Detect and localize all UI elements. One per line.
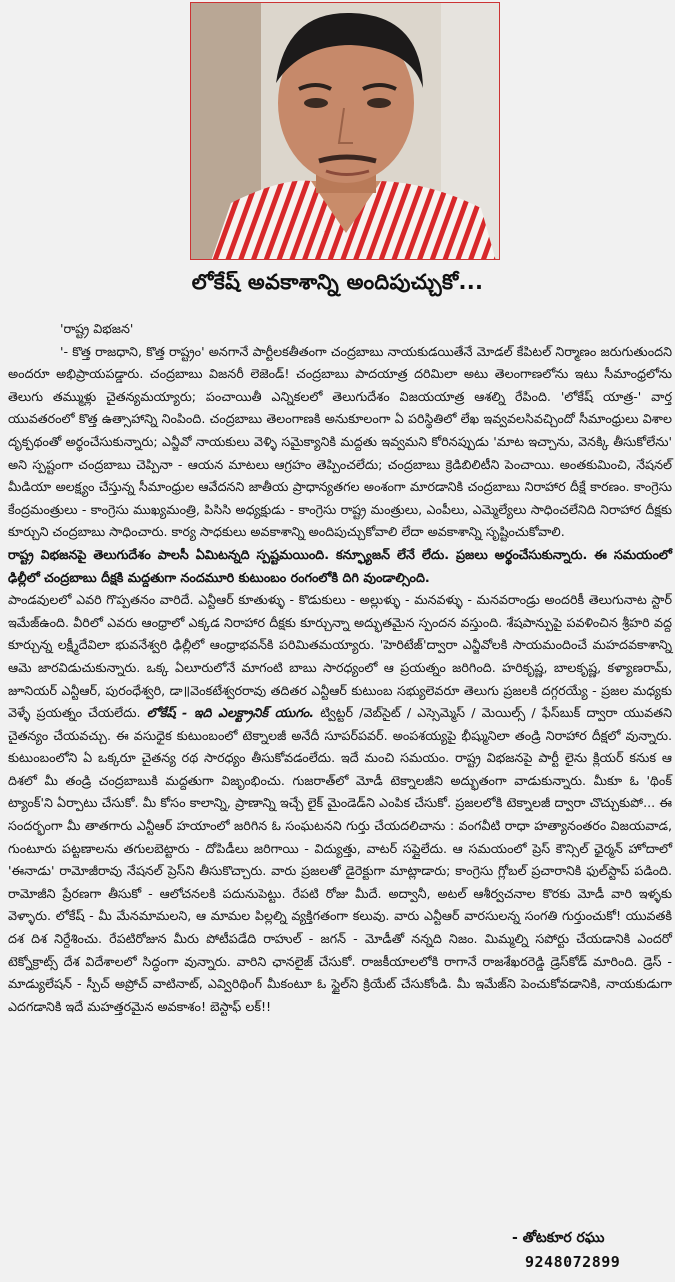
article-paragraph xyxy=(8,589,672,1018)
article-subhead: 'రాష్ట్ర విభజన' xyxy=(60,321,134,336)
author-phone: 9248072899 xyxy=(525,1253,621,1271)
article-text: ట్విట్టర్ /వెబ్‌సైట్ / ఎస్సెమ్మెస్ / మెయిల్స్ / ఫేస్‌బుక్ ద్వారా యువతని చైతన్యం చేయవచ్చు. ఈ వసుధైక కుటుంబంలో టెక్నాలజీ అనేదీ సూపర్‌పవర్. అంపశయ్యపై భీష్మునిలా తండ్రి నిరాహార దీక్షలో వున్నారు. కుటుంబంలోని ఏ ఒక్కరూ చైతన్య రథ సారధ్యం తీసుకోవడంలేదు. ఇదే మంచి సమయం. రాష్ట్ర విభజనపై పార్టీ లైను క్లియర్ కనుక ఆ దిశలో మీ తండ్రి చంద్రబాబుకి మద్దతుగా విజృంభించు. గుజరాత్‌లో మోడీ టెక్నాలజీని అద్భుతంగా వాడుకున్నారు. మీకూ ఓ 'థింక్ ట్యాంక్'ని ఏర్పాటు చేసుకో. మీ కోసం కాలాన్ని, ప్రాణాన్ని ఇచ్చే లైక్ మైండెడ్‌ని ఎంపిక చేసుకో. ప్రజలలోకి టెక్నాలజీ ద్వారా చొచ్చుకుపో... ఈ సందర్భంగా మీ తాతగారు ఎన్టీఆర్ హయాంలో జరిగిన ఓ సంఘటనని గుర్తు చేయదలిచాను : వంగవీటి రాధా హత్యానంతరం విజయవాడ, గుంటూరు పట్టణాలను తగులబెట్టారు - దోపిడీలు జరిగాయి - విద్యుత్తు, వాటర్ సప్లైలేదు. ఆ సమయంలో ప్రెస్ కౌన్సిల్ ఛైర్మన్ హోదాలో 'ఈనాడు' రామోజీరావు నేషనల్ ప్రెస్‌ని తీసుకొచ్చారు. వారు ప్రజలతో డైరెక్టుగా మాట్లాడారు; కాంగ్రెసు గ్లోబల్ ప్రచారానికి ఫుల్‌స్టాప్ పడింది. రామోజీని ప్రేరణగా తీసుకో - ఆలోచనలకి పదునుపెట్టు. రేపటి రోజు మీదే. అద్వానీ, అటల్ ఆశీర్వచనాల కొరకు మోడీ వారి ఇళ్ళకు వెళ్ళారు. లోకేష్ - మీ మేనమామలని, ఆ మామల పిల్లల్ని వ్యక్తిగతంగా కలువు. వారు ఎన్టీఆర్ వారసులన్న సంగతి గుర్తుంచుకో! యువతకి దశ దిశ నిర్దేశించు. రేపటిరోజున మీరు పోటీపడేది రాహుల్ - జగన్ - మోడీతో నన్నది నిజం. మిమ్మల్ని సపోర్టు చేయడానికి ఎందరో టెక్నోక్రాట్స్ దేశ విదేశాలలో సిద్ధంగా వున్నారు. వారిని ఛానలైజ్ చేసుకో. రాజకీయాలలోకి రాగానే రాజశేఖరరెడ్డి డ్రెస్‌కోడ్ మారింది. డ్రెస్ - మాడ్యులేషన్ - స్పీచ్ అప్రోచ్ వాటినాట్, ఎవ్విరిథింగ్ మీకంటూ ఓ స్టైల్‌ని క్రియేట్ చేసుకోండి. మీ ఇమేజ్‌ని పెంచుకోవడానికి, నాయకుడుగా ఎదగడానికి ఇదే మహత్తరమైన అవకాశం! బెస్టాఫ్ లక్!! xyxy=(8,705,672,1014)
article-emphasis: లోకేష్ - ఇది ఎలక్ట్రానిక్ యుగం. xyxy=(146,705,315,721)
author-byline: - తోటకూర రఘు xyxy=(512,1230,605,1246)
headline: లోకేష్ అవకాశాన్ని అందిపుచ్చుకో... xyxy=(191,270,484,294)
article-paragraph: '- కొత్త రాజధాని, కొత్త రాష్ట్రం' అనగానే పార్టీలకతీతంగా చంద్రబాబు నాయకుడయితేనే మోడల్ కేపిటల్ నిర్మాణం జరుగుతుందని అందరూ అభిప్రాయపడ్డారు. చంద్రబాబు విజనరీ లెజెండ్! చంద్రబాబు పాదయాత్ర దరిమిలా అటు తెలంగాణలోను ఇటు సీమాంధ్రలోను తెలుగు తమ్ముళ్లు చైతన్యమయ్యారు; పంచాయితీ ఎన్నికలలో తెలుగుదేశం విజయయాత్ర ఆశల్ని రేపింది. 'లోకేష్ యాత్ర-' వార్త యువతరంలో కొత్త ఉత్సాహాన్ని నింపింది. చంద్రబాబు తెలంగాణకి అనుకూలంగా ఏ పరిస్థితిలో లేఖ ఇవ్వవలసివచ్చిందో సీమాంధ్రులు విశాల దృక్పథంతో అర్థంచేసుకున్నారు; ఎన్జీవో నాయకులు వెళ్ళి సమైక్యానికి మద్దతు ఇవ్వమని కోరినప్పుడు 'మాట ఇచ్చాను, వెనక్కి తీసుకోలేను' అని స్పష్టంగా చంద్రబాబు చెప్పినా - ఆయన మాటలు ఆగ్రహం తెప్పించలేదు; చంద్రబాబు క్రెడిబిలిటీని పెంచాయి. అంతకుమించి, నేషనల్ మీడియా అలక్ష్యం చేస్తున్న సీమాంధ్రుల ఆవేదనని జాతీయ ప్రాధాన్యతగల అంశంగా మారడానికి చంద్రబాబు నిరాహార దీక్షే కారణం. కాంగ్రెసు కేంద్రమంత్రులు - కాంగ్రెసు ముఖ్యమంత్రి, పిసిసి అధ్యక్షుడు - కాంగ్రెసు రాష్ట్ర మంత్రులు, ఎంపీలు, ఎమ్మెల్యేలు సాధించలేనిది నిరాహార దీక్షకు కూర్చుని చంద్రబాబు సాధించారు. కార్య సాధకులు అవకాశాన్ని అందిపుచ్చుకోవాలి లేదా అవకాశాన్ని సృష్టించుకోవాలి. xyxy=(8,343,672,540)
article-photo xyxy=(190,2,500,260)
article-bold-paragraph: రాష్ట్ర విభజనపై తెలుగుదేశం పాలసీ ఏమిటన్నది స్పష్టమయింది. కన్ఫ్యూజన్ లేనే లేదు. ప్రజలు అర్థంచేసుకున్నారు. ఈ సమయంలో ఢిల్లీలో చంద్రబాబు దీక్షకి మద్దతుగా నందమూరి కుటుంబం రంగంలోకి దిగి వుండాల్సింది. xyxy=(8,546,672,585)
article-text: పాండవులలో ఎవరి గొప్పతనం వారిదే. ఎన్టీఆర్ కూతుళ్ళు - కొడుకులు - అల్లుళ్ళు - మనవళ్ళు - మనవరాండ్రు అందరికీ తెలుగునాట స్టార్ ఇమేజ్ఉంది. వీరిలో ఎవరు ఆంధ్రాలో ఎక్కడ నిరాహార దీక్షకు కూర్చున్నా అద్భుతమైన స్పందన వస్తుంది. శేషపాన్పుపై పవళించిన శ్రీహరి వద్ద కూర్చున్న లక్ష్మీదేవిలా భువనేశ్వరి ఢిల్లీలో ఆంధ్రాభవన్‌కి పరిమితమయ్యారు. 'హెరిటేజ్'ద్వారా ఎన్జీవోలకి సాయమందించే మహదవకాశాన్ని ఆమె జారవిడుచుకున్నారు. ఒక్క ఏలూరులోనే మాగంటి బాబు సారధ్యంలో ఆ ప్రయత్నం జరిగింది. హరికృష్ణ, బాలకృష్ణ, కళ్యాణరామ్, జూనియర్ ఎన్టీఆర్, పురంధేశ్వరి, డా॥వెంకటేశ్వరరావు తదితర ఎన్టీఆర్ కుటుంబ సభ్యులెవరూ తెలుగు ప్రజలకి దగ్గరయ్యే - ప్రజల మధ్యకు వెళ్ళే ప్రయత్నం చేయలేదు. xyxy=(8,592,672,721)
article-body xyxy=(8,318,672,1018)
